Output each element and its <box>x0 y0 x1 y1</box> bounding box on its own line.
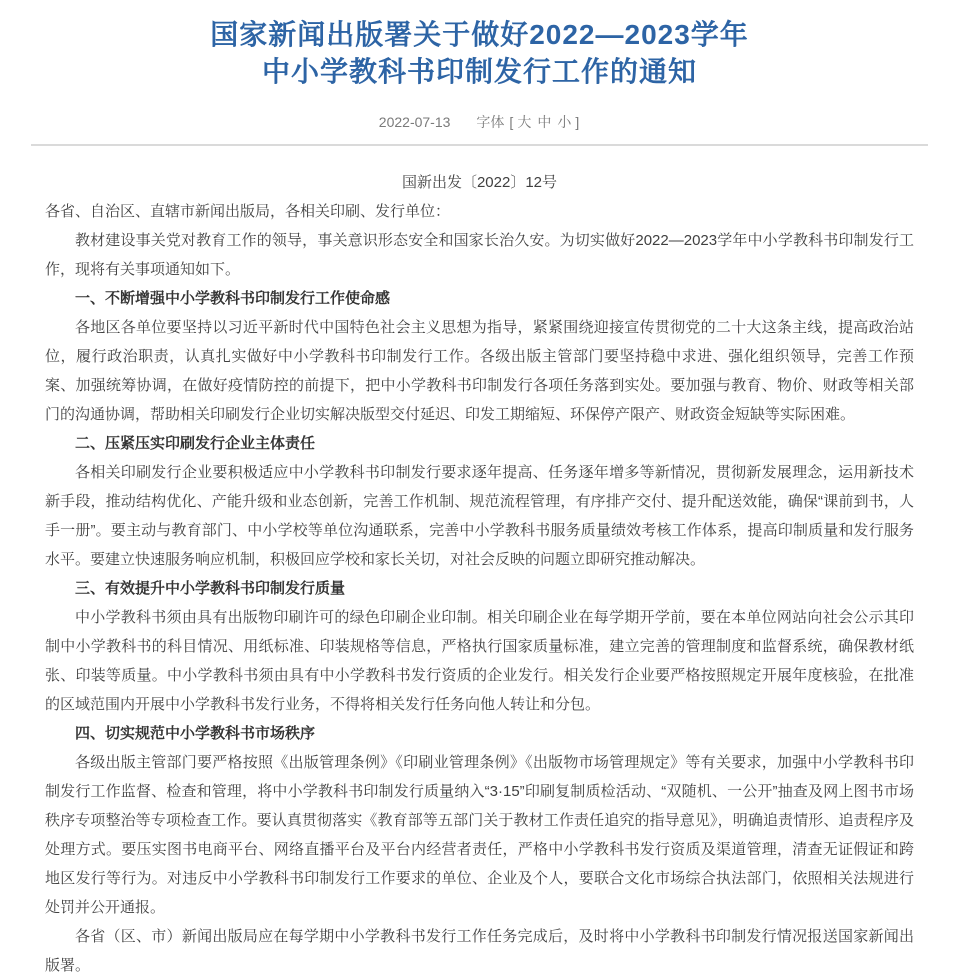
section-3-heading: 三、有效提升中小学教科书印制发行质量 <box>75 580 346 597</box>
section-4-paragraph: 各级出版主管部门要严格按照《出版管理条例》《印刷业管理条例》《出版物市场管理规定》等有关要求，加强中小学教科书印制发行工作监督、检查和管理，将中小学教科书印制发行质量纳入“3·15”印刷复制质检活动、“双随机、一公开”抽查及网上图书市场秩序专项整治等专项检查工作。要认真贯彻落实《教育部等五部门关于教材工作责任追究的指导意见》，明确追责情形、追责程序及处理方式。要压实图书电商平台、网络直播平台及平台内经营者责任，严格中小学教科书发行资质及渠道管理，清查无证假证和跨地区发行等行为。对违反中小学教科书印制发行工作要求的单位、企业及个人，要联合文化市场综合执法部门，依照相关法规进行处罚并公开通报。 <box>45 754 914 916</box>
section-4-heading: 四、切实规范中小学教科书市场秩序 <box>75 725 316 742</box>
meta-bar <box>31 112 928 132</box>
font-size-medium-link[interactable]: 中 <box>537 114 552 130</box>
bracket-open: [ <box>509 114 514 130</box>
font-size-large-link[interactable]: 大 <box>517 114 532 130</box>
closing-paragraph: 各省（区、市）新闻出版局应在每学期中小学教科书发行工作任务完成后，及时将中小学教科书印制发行情况报送国家新闻出版署。 <box>45 928 914 974</box>
bracket-close: ] <box>575 114 580 130</box>
section-2-paragraph: 各相关印刷发行企业要积极适应中小学教科书印制发行要求逐年提高、任务逐年增多等新情况，贯彻新发展理念，运用新技术新手段，推动结构优化、产能升级和业态创新，完善工作机制、规范流程管理，有序排产交付、提升配送效能，确保“课前到书，人手一册”。要主动与教育部门、中小学校等单位沟通联系，完善中小学教科书服务质量绩效考核工作体系，提高印制质量和发行服务水平。要建立快速服务响应机制，积极回应学校和家长关切，对社会反映的问题立即研究推动解决。 <box>45 464 914 568</box>
section-2-heading: 二、压紧压实印刷发行企业主体责任 <box>75 435 316 452</box>
section-1-paragraph: 各地区各单位要坚持以习近平新时代中国特色社会主义思想为指导，紧紧围绕迎接宣传贯彻党的二十大这条主线，提高政治站位，履行政治职责，认真扎实做好中小学教科书印制发行工作。各级出版主管部门要坚持稳中求进、强化组织领导，完善工作预案、加强统筹协调，在做好疫情防控的前提下，把中小学教科书印制发行各项任务落到实处。要加强与教育、物价、财政等相关部门的沟通协调，帮助相关印刷发行企业切实解决版型交付延迟、印发工期缩短、环保停产限产、财政资金短缺等实际困难。 <box>45 319 914 423</box>
font-size-small-link[interactable]: 小 <box>557 114 572 130</box>
notice-body <box>31 168 928 980</box>
font-label: 字体 <box>476 114 505 130</box>
page-title-line1: 国家新闻出版署关于做好2022—2023学年 <box>210 19 749 50</box>
section-1-heading: 一、不断增强中小学教科书印制发行工作使命感 <box>75 290 391 307</box>
page-title <box>31 0 928 90</box>
intro-paragraph: 教材建设事关党对教育工作的领导，事关意识形态安全和国家长治久安。为切实做好2022—2023学年中小学教科书印制发行工作，现将有关事项通知如下。 <box>45 232 914 278</box>
salutation: 各省、自治区、直辖市新闻出版局，各相关印刷、发行单位： <box>45 203 451 220</box>
section-3-paragraph: 中小学教科书须由具有出版物印刷许可的绿色印刷企业印制。相关印刷企业在每学期开学前，要在本单位网站向社会公示其印制中小学教科书的科目情况、用纸标准、印装规格等信息，严格执行国家质量标准，建立完善的管理制度和监督系统，确保教材纸张、印装等质量。中小学教科书须由具有中小学教科书发行资质的企业发行。相关发行企业要严格按照规定开展年度核验，在批准的区域范围内开展中小学教科书发行业务，不得将相关发行任务向他人转让和分包。 <box>45 609 914 713</box>
font-size-switcher <box>476 114 580 130</box>
publish-date: 2022-07-13 <box>378 114 451 130</box>
page-title-line2: 中小学教科书印制发行工作的通知 <box>261 56 697 87</box>
doc-number: 国新出发〔2022〕12号 <box>401 174 558 191</box>
divider <box>31 144 928 146</box>
